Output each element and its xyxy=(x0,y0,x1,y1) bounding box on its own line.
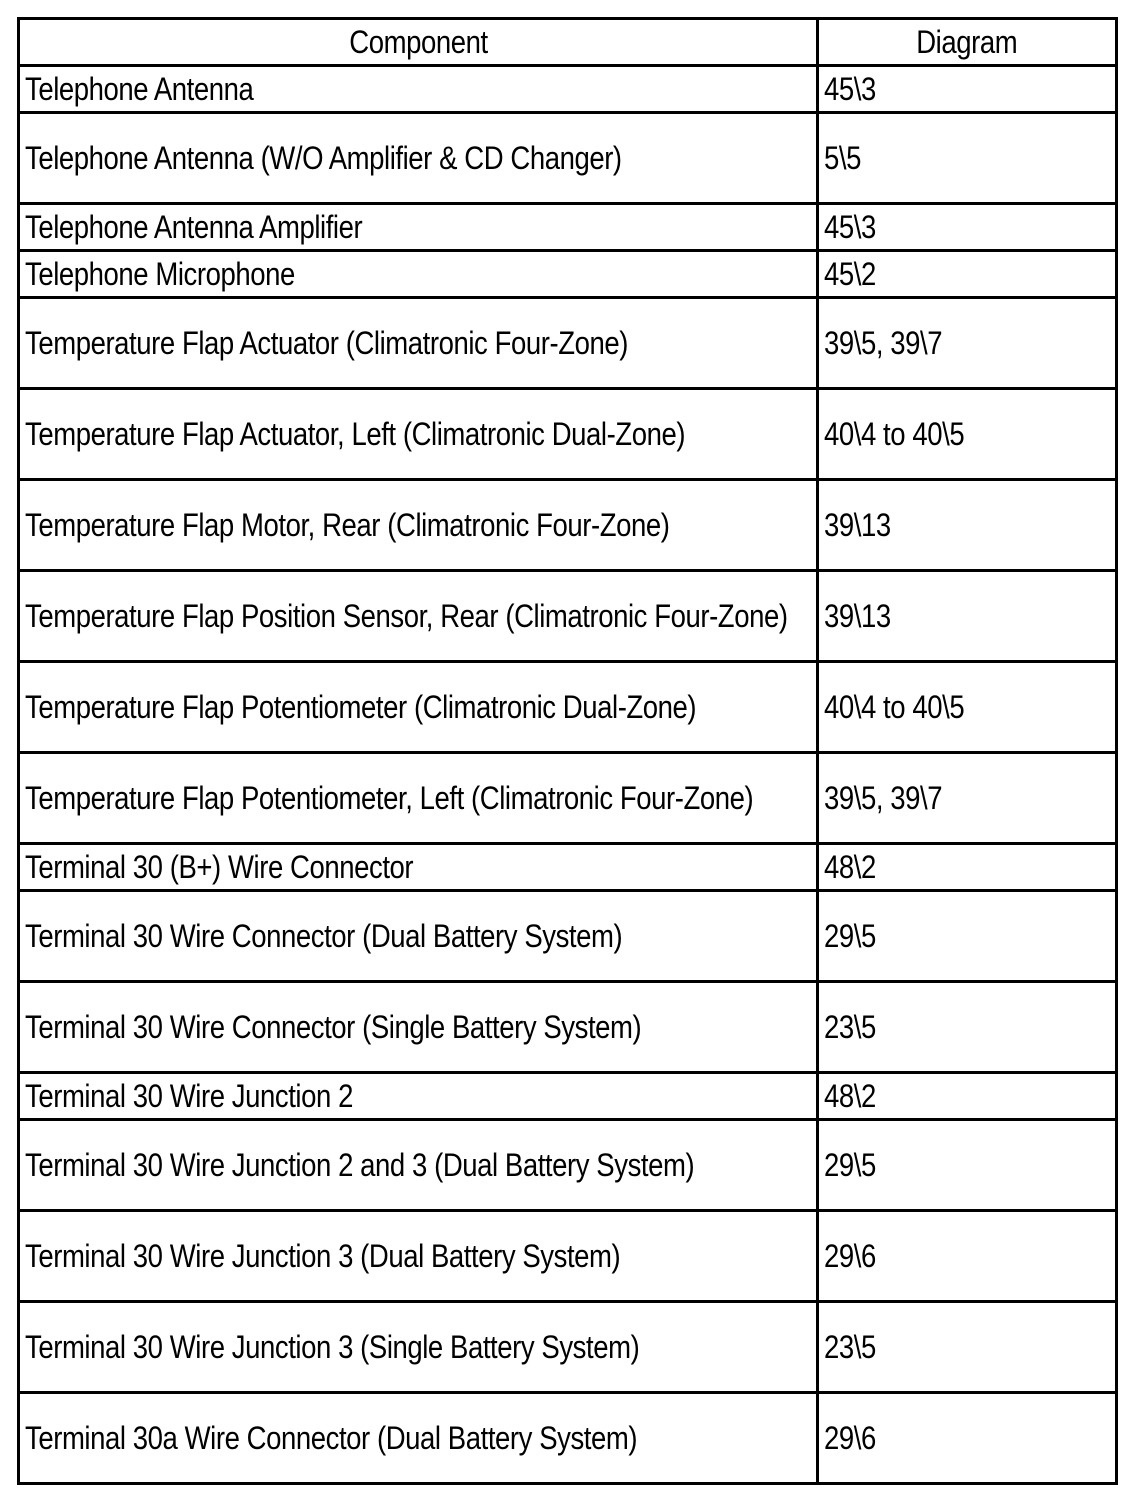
diagram-cell: 39\13 xyxy=(818,571,1117,662)
diagram-cell: 48\2 xyxy=(818,844,1117,891)
component-cell: Temperature Flap Motor, Rear (Climatronic Four-Zone) xyxy=(19,480,818,571)
table-row xyxy=(19,1120,1117,1211)
table-row xyxy=(19,753,1117,844)
diagram-cell: 45\3 xyxy=(818,204,1117,251)
diagram-cell: 23\5 xyxy=(818,982,1117,1073)
table-row xyxy=(19,1393,1117,1484)
diagram-cell: 40\4 to 40\5 xyxy=(818,662,1117,753)
component-cell: Terminal 30a Wire Connector (Dual Battery System) xyxy=(19,1393,818,1484)
table-row xyxy=(19,480,1117,571)
component-cell: Terminal 30 (B+) Wire Connector xyxy=(19,844,818,891)
component-cell: Telephone Antenna Amplifier xyxy=(19,204,818,251)
table-row xyxy=(19,204,1117,251)
component-cell: Telephone Microphone xyxy=(19,251,818,298)
diagram-cell: 23\5 xyxy=(818,1302,1117,1393)
component-cell: Terminal 30 Wire Junction 3 (Single Battery System) xyxy=(19,1302,818,1393)
diagram-cell: 40\4 to 40\5 xyxy=(818,389,1117,480)
table-row xyxy=(19,251,1117,298)
component-cell: Telephone Antenna (W/O Amplifier & CD Changer) xyxy=(19,113,818,204)
component-cell: Temperature Flap Position Sensor, Rear (Climatronic Four-Zone) xyxy=(19,571,818,662)
component-cell: Temperature Flap Actuator (Climatronic Four-Zone) xyxy=(19,298,818,389)
table-row xyxy=(19,662,1117,753)
component-cell: Terminal 30 Wire Connector (Dual Battery System) xyxy=(19,891,818,982)
diagram-cell: 29\5 xyxy=(818,891,1117,982)
column-header-diagram: Diagram xyxy=(818,19,1117,66)
table-row xyxy=(19,1211,1117,1302)
diagram-cell: 48\2 xyxy=(818,1073,1117,1120)
table-row xyxy=(19,982,1117,1073)
column-header-component: Component xyxy=(19,19,818,66)
header-row xyxy=(19,19,1117,66)
diagram-cell: 29\6 xyxy=(818,1393,1117,1484)
component-cell: Terminal 30 Wire Connector (Single Battery System) xyxy=(19,982,818,1073)
component-cell: Telephone Antenna xyxy=(19,66,818,113)
table-row xyxy=(19,891,1117,982)
diagram-cell: 29\5 xyxy=(818,1120,1117,1211)
table-row xyxy=(19,113,1117,204)
component-cell: Terminal 30 Wire Junction 2 and 3 (Dual Battery System) xyxy=(19,1120,818,1211)
component-cell: Temperature Flap Actuator, Left (Climatronic Dual-Zone) xyxy=(19,389,818,480)
diagram-cell: 5\5 xyxy=(818,113,1117,204)
diagram-cell: 39\13 xyxy=(818,480,1117,571)
diagram-cell: 45\2 xyxy=(818,251,1117,298)
table-row xyxy=(19,298,1117,389)
table-row xyxy=(19,571,1117,662)
diagram-cell: 39\5, 39\7 xyxy=(818,298,1117,389)
diagram-cell: 39\5, 39\7 xyxy=(818,753,1117,844)
diagram-cell: 45\3 xyxy=(818,66,1117,113)
component-cell: Terminal 30 Wire Junction 3 (Dual Battery System) xyxy=(19,1211,818,1302)
table-row xyxy=(19,844,1117,891)
component-diagram-table xyxy=(17,17,1118,1485)
table-row xyxy=(19,1073,1117,1120)
table-row xyxy=(19,66,1117,113)
component-cell: Temperature Flap Potentiometer (Climatronic Dual-Zone) xyxy=(19,662,818,753)
component-cell: Terminal 30 Wire Junction 2 xyxy=(19,1073,818,1120)
diagram-cell: 29\6 xyxy=(818,1211,1117,1302)
component-cell: Temperature Flap Potentiometer, Left (Climatronic Four-Zone) xyxy=(19,753,818,844)
table-row xyxy=(19,1302,1117,1393)
table-row xyxy=(19,389,1117,480)
